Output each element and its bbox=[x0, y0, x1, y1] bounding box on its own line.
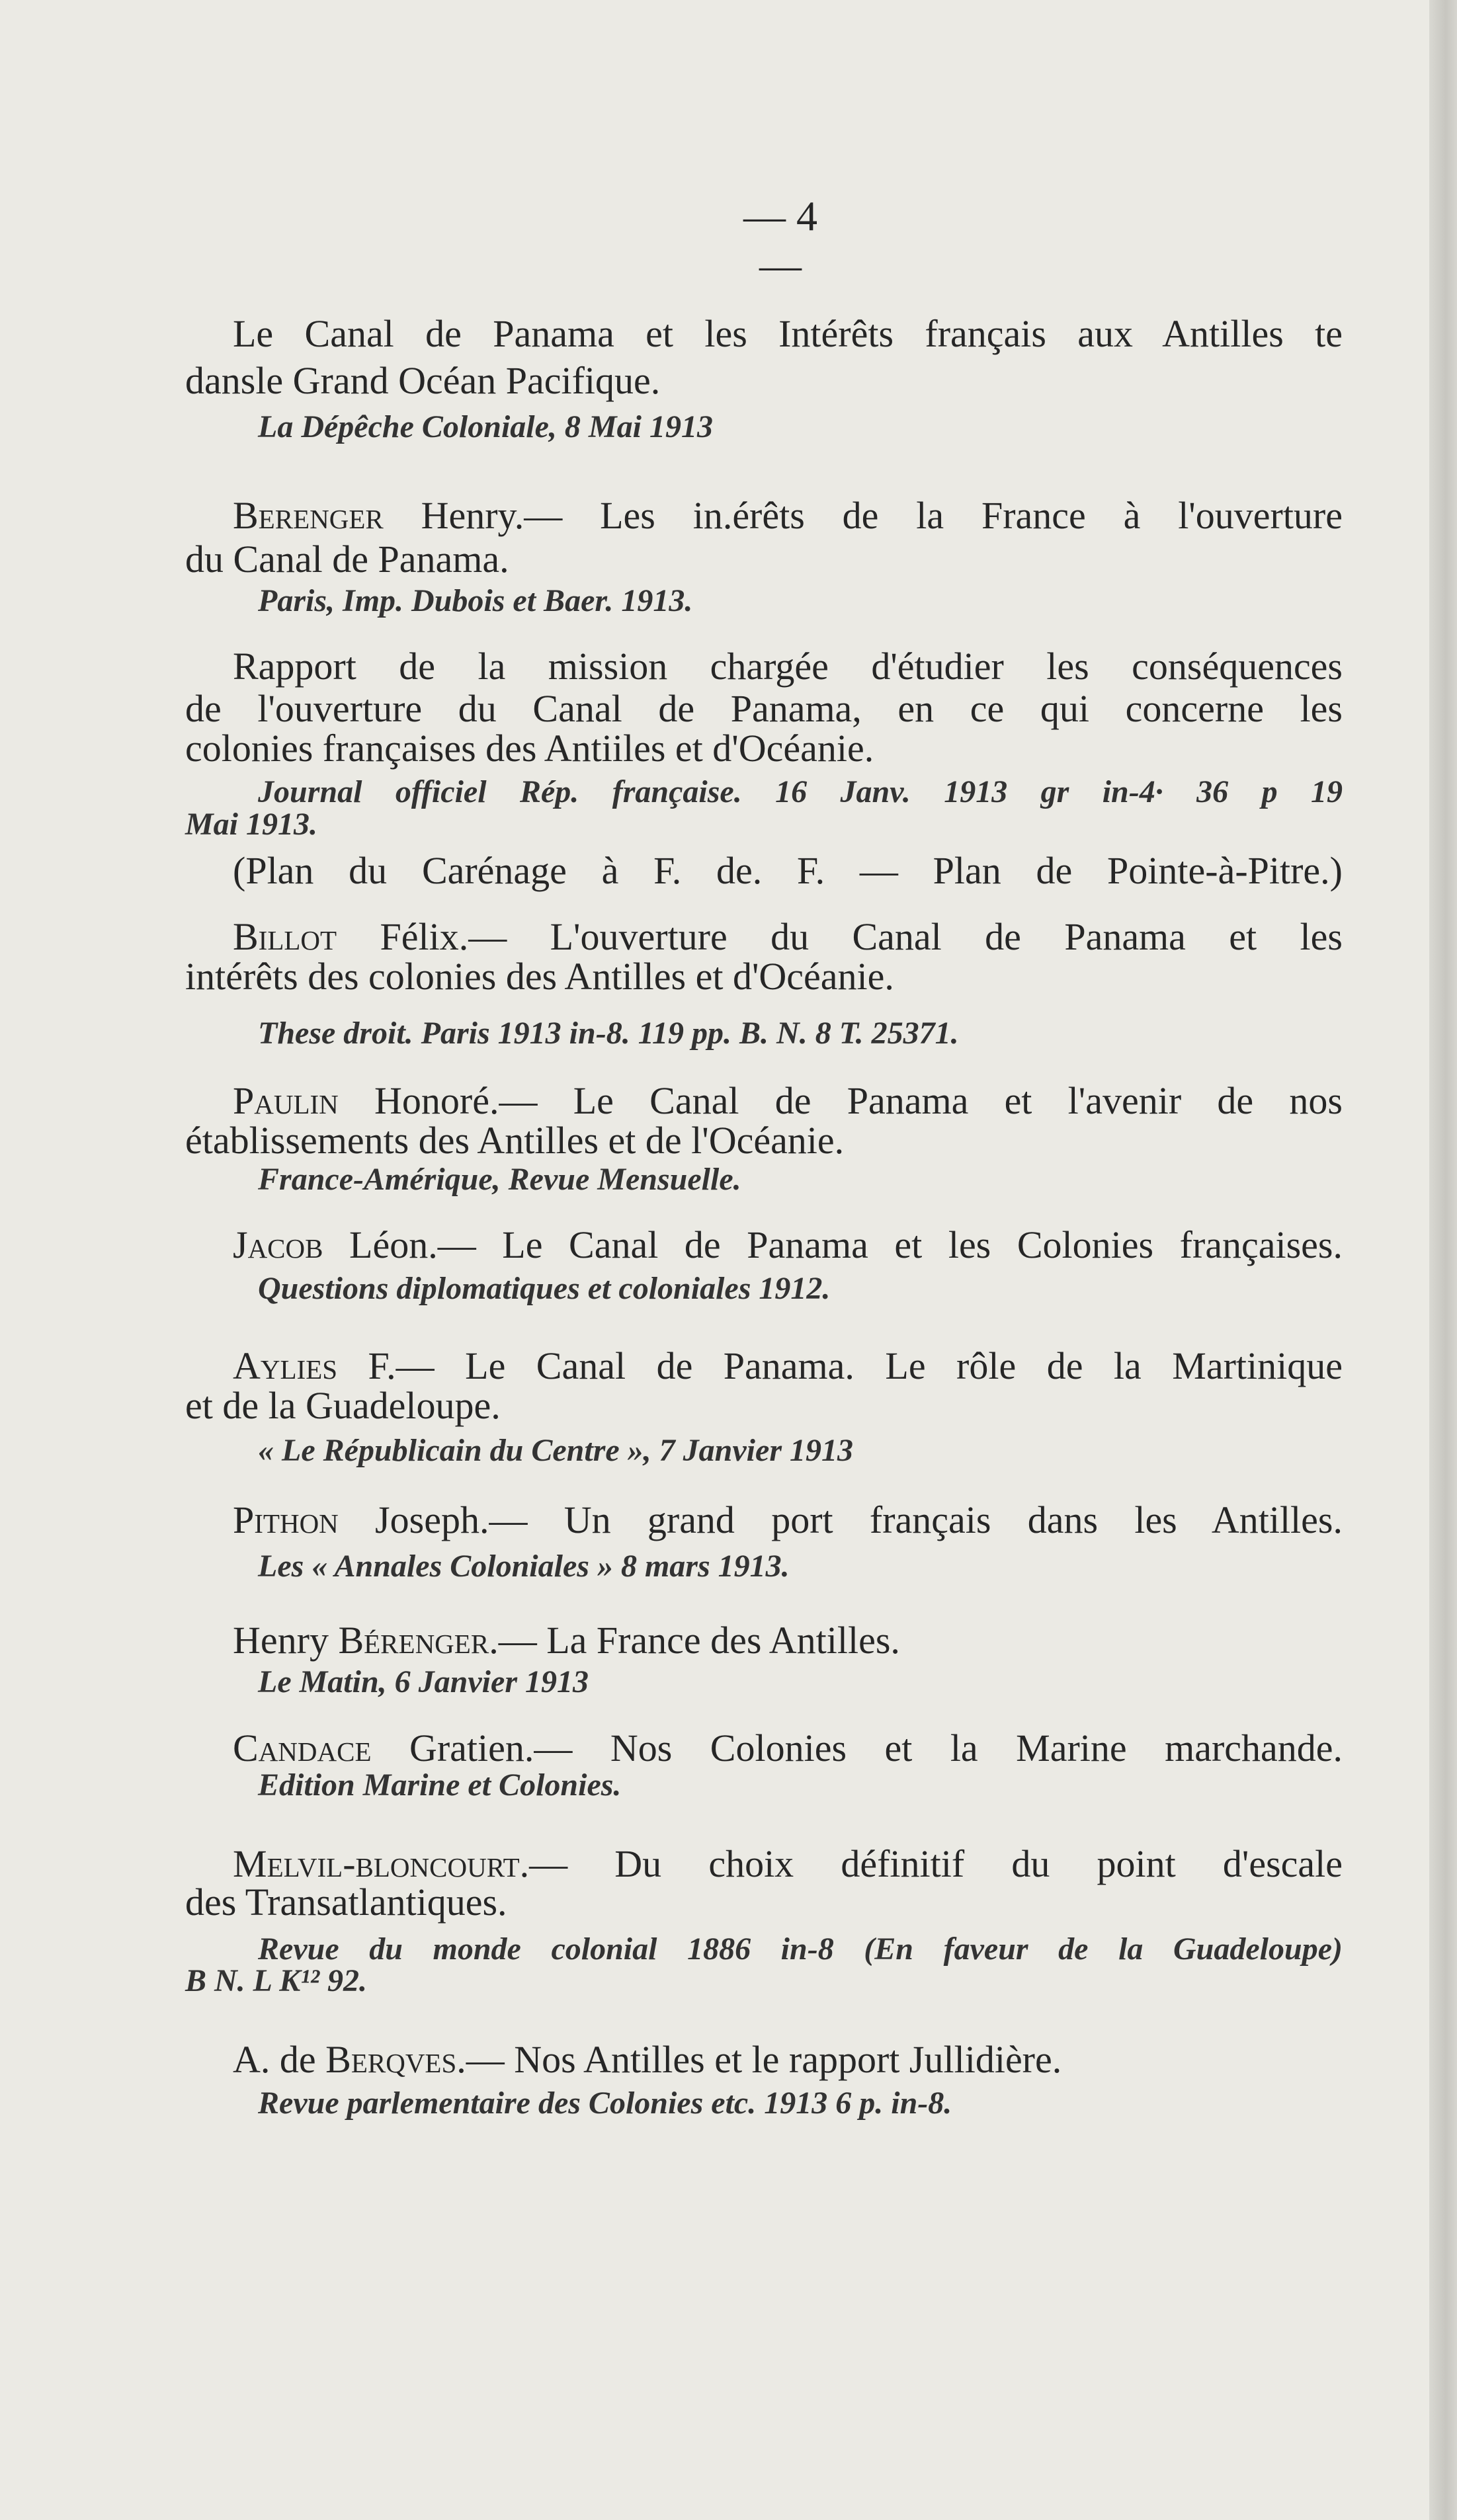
line-text: La Dépêche Coloniale, 8 Mai 1913 bbox=[258, 409, 713, 444]
entry-source-line bbox=[258, 1010, 959, 1057]
line-text: « Le Républicain du Centre », 7 Janvier 1913 bbox=[258, 1433, 853, 1468]
entry-source-line bbox=[258, 1762, 621, 1809]
entry-text-line bbox=[233, 1497, 1343, 1543]
entry-source-line bbox=[258, 1926, 1343, 1972]
entry-source-line bbox=[258, 1428, 853, 1474]
author-surname: Jacob bbox=[233, 1223, 323, 1266]
line-text: .— Nos Antilles et le rapport Jullidière. bbox=[456, 2038, 1062, 2081]
entry-source-line bbox=[185, 1958, 367, 2004]
entry-text-line bbox=[185, 358, 660, 404]
line-text: établissements des Antilles et de l'Océanie. bbox=[185, 1119, 845, 1162]
author-surname: Paulin bbox=[233, 1079, 339, 1122]
author-surname: Pithon bbox=[233, 1498, 339, 1541]
entry-source-line bbox=[258, 404, 713, 450]
line-text: Gratien.— Nos Colonies et la Marine marchande. bbox=[371, 1727, 1343, 1769]
line-text: Edition Marine et Colonies. bbox=[258, 1768, 622, 1803]
line-text: Les « Annales Coloniales » 8 mars 1913. bbox=[258, 1549, 790, 1584]
author-surname: Melvil-bloncourt bbox=[233, 1842, 520, 1885]
entry-text-line bbox=[185, 725, 874, 772]
author-surname: Aylies bbox=[233, 1344, 338, 1387]
entry-text-line bbox=[185, 1879, 507, 1926]
author-surname: Berqves bbox=[325, 2038, 457, 2081]
entry-source-line bbox=[258, 578, 692, 624]
line-text: France-Amérique, Revue Mensuelle. bbox=[258, 1162, 741, 1197]
entry-text-line bbox=[233, 848, 1343, 894]
line-text: Revue du monde colonial 1886 in-8 (En faveur de la Guadeloupe) bbox=[258, 1931, 1343, 1967]
line-text: Mai 1913. bbox=[185, 807, 318, 842]
author-surname: Berenger bbox=[233, 494, 384, 537]
line-text: Léon.— Le Canal de Panama et les Colonies françaises. bbox=[323, 1223, 1343, 1266]
author-prefix: A. de bbox=[233, 2038, 326, 2081]
line-text: Henry.— Les in.érêts de la France à l'ouverture bbox=[383, 494, 1343, 537]
line-text: Revue parlementaire des Colonies etc. 1913 6 p. in-8. bbox=[258, 2086, 952, 2121]
line-text: Félix.— L'ouverture du Canal de Panama et les bbox=[337, 915, 1343, 958]
line-text: dansle Grand Océan Pacifique. bbox=[185, 359, 661, 402]
entry-text-line bbox=[233, 311, 1343, 357]
entry-text-line bbox=[233, 1617, 900, 1664]
line-text: Joseph.— Un grand port français dans les Antilles. bbox=[338, 1498, 1343, 1541]
entry-text-line bbox=[233, 1222, 1343, 1268]
entry-source-line bbox=[258, 1157, 741, 1203]
line-text: B N. L K¹² 92. bbox=[185, 1963, 368, 1998]
line-text: Questions diplomatiques et coloniales 1912. bbox=[258, 1271, 831, 1306]
author-surname: Candace bbox=[233, 1727, 372, 1769]
line-text: .— La France des Antilles. bbox=[489, 1619, 900, 1662]
line-text: colonies françaises des Antiiles et d'Océanie. bbox=[185, 727, 874, 770]
line-text: .— Du choix définitif du point d'escale bbox=[519, 1842, 1343, 1885]
entry-source-line bbox=[258, 2080, 952, 2127]
line-text: (Plan du Carénage à F. de. F. — Plan de Pointe-à-Pitre.) bbox=[233, 849, 1343, 892]
entry-source-line bbox=[258, 769, 1343, 815]
entry-text-line bbox=[233, 493, 1343, 539]
line-text: de l'ouverture du Canal de Panama, en ce qui concerne les bbox=[185, 687, 1343, 730]
author-prefix: Henry bbox=[233, 1619, 339, 1662]
line-text: These droit. Paris 1913 in-8. 119 pp. B. N. 8 T. 25371. bbox=[258, 1016, 959, 1051]
line-text: Rapport de la mission chargée d'étudier les conséquences bbox=[233, 645, 1343, 688]
entry-text-line bbox=[185, 536, 509, 583]
author-surname: Billot bbox=[233, 915, 337, 958]
author-surname: Bérenger bbox=[338, 1619, 489, 1662]
line-text: intérêts des colonies des Antilles et d'Océanie. bbox=[185, 955, 894, 998]
entry-text-line bbox=[185, 1383, 501, 1429]
entry-source-line bbox=[258, 1266, 830, 1312]
book-edge bbox=[1429, 0, 1457, 2520]
line-text: Le Matin, 6 Janvier 1913 bbox=[258, 1664, 589, 1699]
page-number: — 4 — bbox=[743, 192, 817, 288]
entry-source-line bbox=[258, 1543, 790, 1590]
line-text: F.— Le Canal de Panama. Le rôle de la Martinique bbox=[337, 1344, 1343, 1387]
line-text: du Canal de Panama. bbox=[185, 538, 509, 581]
entry-source-line bbox=[185, 801, 317, 848]
line-text: Le Canal de Panama et les Intérêts français aux Antilles te bbox=[233, 312, 1343, 355]
entry-source-line bbox=[258, 1659, 589, 1705]
line-text: Journal officiel Rép. française. 16 Janv. 1913 gr in-4· 36 p 19 bbox=[258, 774, 1343, 809]
entry-text-line bbox=[233, 643, 1343, 690]
line-text: des Transatlantiques. bbox=[185, 1881, 507, 1924]
entry-text-line bbox=[233, 2037, 1062, 2083]
line-text: et de la Guadeloupe. bbox=[185, 1384, 501, 1427]
line-text: Honoré.— Le Canal de Panama et l'avenir de nos bbox=[338, 1079, 1343, 1122]
line-text: Paris, Imp. Dubois et Baer. 1913. bbox=[258, 583, 693, 618]
entry-text-line bbox=[185, 954, 894, 1000]
